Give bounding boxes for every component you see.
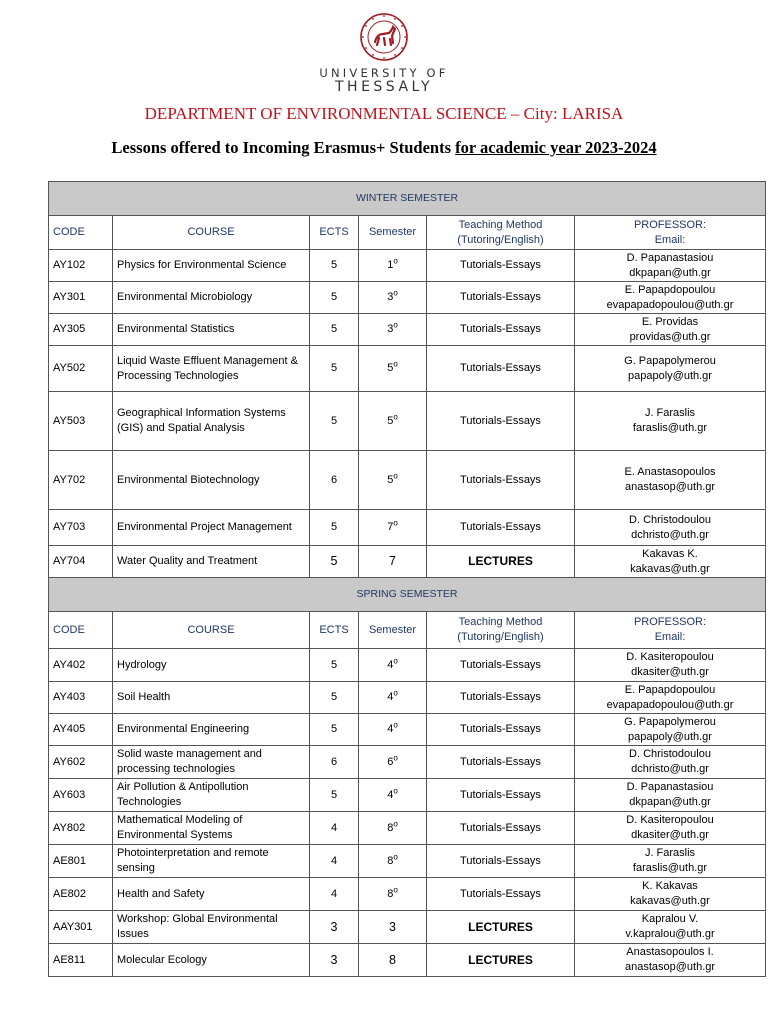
professor-email: faraslis@uth.gr — [632, 862, 708, 874]
professor-email: papapoly@uth.gr — [628, 730, 712, 743]
professor-cell — [575, 392, 766, 451]
course-name: Environmental Statistics — [113, 314, 310, 346]
course-code: AAY301 — [49, 911, 113, 944]
teaching-method: Tutorials-Essays — [427, 250, 575, 282]
spring-semester-title: SPRING SEMESTER — [49, 578, 766, 612]
semester-ordinal-mark: o — [393, 818, 398, 828]
professor-email: evapapadopoulou@uth.gr — [606, 698, 734, 711]
course-name: Geographical Information Systems (GIS) and Spatial Analysis — [113, 392, 310, 451]
semester-number: 8 — [387, 821, 394, 834]
course-code: AY603 — [49, 779, 113, 812]
course-code: AE801 — [49, 845, 113, 878]
semester-ordinal-mark: o — [393, 320, 398, 330]
course-ects: 5 — [310, 779, 359, 812]
professor-cell — [575, 812, 766, 845]
course-name: Environmental Microbiology — [113, 282, 310, 314]
course-ects: 6 — [310, 746, 359, 779]
professor-cell — [575, 451, 766, 510]
course-row — [49, 282, 766, 314]
header-method-line1: Teaching Method — [458, 616, 543, 628]
semester-ordinal-mark: o — [393, 518, 398, 528]
semester-ordinal-mark: o — [393, 851, 398, 861]
teaching-method: Tutorials-Essays — [427, 682, 575, 714]
professor-email: kakavas@uth.gr — [630, 562, 710, 575]
semester-ordinal-mark: o — [393, 884, 398, 894]
course-row — [49, 714, 766, 746]
course-code: AY602 — [49, 746, 113, 779]
course-name: Solid waste management and processing technologies — [113, 746, 310, 779]
university-name-line2: THESSALY — [334, 79, 434, 95]
professor-cell — [575, 282, 766, 314]
semester-number: 3 — [387, 291, 394, 303]
course-ects: 5 — [310, 346, 359, 392]
courses-table — [48, 181, 766, 977]
semester-number: 8 — [389, 952, 396, 967]
course-ects: 3 — [310, 911, 359, 944]
teaching-method: Tutorials-Essays — [427, 314, 575, 346]
course-ects: 5 — [310, 510, 359, 546]
course-semester — [359, 346, 427, 392]
semester-ordinal-mark: o — [393, 359, 398, 369]
professor-cell — [575, 546, 766, 578]
course-code: AY405 — [49, 714, 113, 746]
course-semester — [359, 649, 427, 682]
professor-email: dkpapan@uth.gr — [629, 796, 711, 808]
teaching-method: Tutorials-Essays — [427, 779, 575, 812]
professor-email: dkasiter@uth.gr — [631, 666, 709, 678]
teaching-method: Tutorials-Essays — [427, 451, 575, 510]
professor-cell — [575, 878, 766, 911]
professor-email: papapoly@uth.gr — [628, 369, 712, 382]
header-ects: ECTS — [310, 612, 359, 649]
semester-number: 5 — [387, 414, 394, 427]
semester-number: 8 — [387, 854, 394, 867]
course-semester — [359, 944, 427, 977]
header-prof-line1: PROFESSOR: — [633, 218, 707, 231]
course-row — [49, 682, 766, 714]
course-code: AY403 — [49, 682, 113, 714]
header-code: CODE — [49, 612, 113, 649]
teaching-method: Tutorials-Essays — [427, 510, 575, 546]
course-row — [49, 451, 766, 510]
course-ects: 5 — [310, 714, 359, 746]
spring-semester-section — [49, 578, 766, 977]
professor-name: K. Kakavas — [642, 880, 698, 892]
professor-name: Kapralou V. — [641, 913, 699, 925]
professor-name: Anastasopoulos I. — [626, 946, 714, 958]
professor-cell — [575, 346, 766, 392]
professor-name: D. Kasiteropoulou — [626, 651, 714, 663]
course-code: AY503 — [49, 392, 113, 451]
winter-semester-title: WINTER SEMESTER — [49, 182, 766, 216]
professor-name: E. Papapdopoulou — [624, 683, 716, 696]
professor-email: v.kapralou@uth.gr — [625, 928, 715, 940]
course-ects: 5 — [310, 392, 359, 451]
semester-number: 4 — [387, 658, 394, 671]
course-code: AY704 — [49, 546, 113, 578]
course-row — [49, 392, 766, 451]
header-method-line2: (Tutoring/English) — [457, 631, 544, 643]
professor-cell — [575, 510, 766, 546]
course-semester — [359, 546, 427, 578]
semester-ordinal-mark: o — [393, 470, 398, 480]
course-name: Environmental Engineering — [113, 714, 310, 746]
header-course: COURSE — [113, 612, 310, 649]
teaching-method: LECTURES — [427, 944, 575, 977]
professor-name: J. Faraslis — [644, 847, 696, 859]
course-row — [49, 510, 766, 546]
course-row — [49, 845, 766, 878]
professor-cell — [575, 746, 766, 779]
course-code: AY402 — [49, 649, 113, 682]
professor-name: D. Papanastasiou — [626, 781, 714, 793]
course-semester — [359, 746, 427, 779]
course-semester — [359, 911, 427, 944]
course-code: AY702 — [49, 451, 113, 510]
semester-ordinal-mark: o — [393, 688, 398, 698]
teaching-method: Tutorials-Essays — [427, 282, 575, 314]
course-code: AY102 — [49, 250, 113, 282]
semester-ordinal-mark: o — [393, 752, 398, 762]
course-semester — [359, 682, 427, 714]
course-semester — [359, 779, 427, 812]
course-ects: 5 — [310, 250, 359, 282]
professor-cell — [575, 911, 766, 944]
course-code: AE802 — [49, 878, 113, 911]
course-semester — [359, 845, 427, 878]
header-prof-line1: PROFESSOR: — [633, 616, 707, 628]
course-semester — [359, 250, 427, 282]
course-code: AY703 — [49, 510, 113, 546]
teaching-method: Tutorials-Essays — [427, 845, 575, 878]
course-ects: 4 — [310, 812, 359, 845]
course-row — [49, 546, 766, 578]
course-row — [49, 649, 766, 682]
header-prof-line2: Email: — [654, 631, 686, 643]
header-method-line1: Teaching Method — [458, 218, 543, 231]
semester-number: 7 — [387, 521, 394, 533]
course-code: AY502 — [49, 346, 113, 392]
course-code: AY305 — [49, 314, 113, 346]
header-teaching-method — [427, 216, 575, 250]
professor-name: D. Christodoulou — [629, 748, 711, 760]
semester-number: 6 — [387, 755, 394, 768]
course-semester — [359, 282, 427, 314]
semester-number: 5 — [387, 473, 394, 486]
semester-number: 4 — [387, 788, 394, 801]
subtitle-prefix: Lessons offered to Incoming Erasmus+ Students — [111, 138, 456, 157]
professor-email: dchristo@uth.gr — [631, 763, 709, 775]
header-semester: Semester — [359, 612, 427, 649]
professor-cell — [575, 944, 766, 977]
course-semester — [359, 812, 427, 845]
professor-cell — [575, 682, 766, 714]
professor-email: providas@uth.gr — [629, 330, 711, 343]
professor-name: D. Kasiteropoulou — [626, 814, 714, 826]
professor-cell — [575, 649, 766, 682]
course-code: AY802 — [49, 812, 113, 845]
semester-number: 3 — [387, 323, 394, 335]
professor-name: D. Christodoulou — [629, 513, 711, 526]
professor-email: dchristo@uth.gr — [631, 528, 709, 541]
course-ects: 4 — [310, 845, 359, 878]
teaching-method: Tutorials-Essays — [427, 346, 575, 392]
semester-number: 1 — [387, 259, 394, 271]
course-name: Physics for Environmental Science — [113, 250, 310, 282]
course-name: Environmental Project Management — [113, 510, 310, 546]
header-professor — [575, 612, 766, 649]
header-teaching-method — [427, 612, 575, 649]
course-row — [49, 779, 766, 812]
course-ects: 5 — [310, 649, 359, 682]
course-ects: 6 — [310, 451, 359, 510]
course-semester — [359, 392, 427, 451]
header-semester: Semester — [359, 216, 427, 250]
course-row — [49, 314, 766, 346]
semester-ordinal-mark: o — [393, 655, 398, 665]
professor-cell — [575, 779, 766, 812]
teaching-method: LECTURES — [427, 546, 575, 578]
semester-ordinal-mark: o — [393, 288, 398, 298]
professor-email: dkpapan@uth.gr — [629, 266, 711, 279]
course-row — [49, 878, 766, 911]
university-logo — [0, 12, 768, 95]
teaching-method: Tutorials-Essays — [427, 746, 575, 779]
professor-name: Kakavas K. — [642, 547, 698, 560]
semester-number: 5 — [387, 362, 394, 374]
course-row — [49, 911, 766, 944]
course-row — [49, 812, 766, 845]
professor-name: E. Anastasopoulos — [624, 466, 716, 478]
semester-number: 3 — [389, 919, 396, 934]
course-semester — [359, 510, 427, 546]
course-ects: 5 — [310, 546, 359, 578]
semester-number: 7 — [389, 554, 396, 568]
course-name: Liquid Waste Effluent Management & Processing Technologies — [113, 346, 310, 392]
course-semester — [359, 314, 427, 346]
header-professor — [575, 216, 766, 250]
header-course: COURSE — [113, 216, 310, 250]
course-semester — [359, 714, 427, 746]
course-name: Workshop: Global Environmental Issues — [113, 911, 310, 944]
course-code: AE811 — [49, 944, 113, 977]
course-name: Photointerpretation and remote sensing — [113, 845, 310, 878]
professor-email: evapapadopoulou@uth.gr — [606, 298, 734, 311]
course-row — [49, 346, 766, 392]
course-name: Mathematical Modeling of Environmental Systems — [113, 812, 310, 845]
professor-name: E. Providas — [641, 315, 699, 328]
teaching-method: Tutorials-Essays — [427, 878, 575, 911]
header-prof-line2: Email: — [654, 233, 686, 246]
university-seal-icon — [359, 12, 409, 62]
header-ects: ECTS — [310, 216, 359, 250]
semester-ordinal-mark: o — [393, 785, 398, 795]
course-ects: 5 — [310, 682, 359, 714]
professor-email: anastasop@uth.gr — [624, 481, 716, 493]
teaching-method: Tutorials-Essays — [427, 812, 575, 845]
professor-cell — [575, 250, 766, 282]
course-row — [49, 746, 766, 779]
winter-semester-section — [49, 182, 766, 578]
course-semester — [359, 451, 427, 510]
department-title: DEPARTMENT OF ENVIRONMENTAL SCIENCE – City: LARISA — [144, 104, 624, 123]
course-name: Environmental Biotechnology — [113, 451, 310, 510]
professor-email: faraslis@uth.gr — [632, 422, 708, 434]
semester-number: 4 — [387, 723, 394, 735]
course-ects: 3 — [310, 944, 359, 977]
course-code: AY301 — [49, 282, 113, 314]
teaching-method: LECTURES — [427, 911, 575, 944]
course-name: Hydrology — [113, 649, 310, 682]
course-name: Molecular Ecology — [113, 944, 310, 977]
professor-name: J. Faraslis — [644, 407, 696, 419]
professor-email: dkasiter@uth.gr — [631, 829, 709, 841]
semester-ordinal-mark: o — [393, 256, 398, 266]
course-ects: 4 — [310, 878, 359, 911]
professor-name: G. Papapolymerou — [624, 354, 716, 367]
professor-email: anastasop@uth.gr — [624, 961, 716, 973]
course-semester — [359, 878, 427, 911]
teaching-method: Tutorials-Essays — [427, 714, 575, 746]
semester-number: 8 — [387, 887, 394, 900]
professor-name: D. Papanastasiou — [626, 251, 714, 264]
semester-number: 4 — [387, 691, 394, 703]
professor-cell — [575, 714, 766, 746]
course-name: Soil Health — [113, 682, 310, 714]
course-name: Water Quality and Treatment — [113, 546, 310, 578]
course-ects: 5 — [310, 314, 359, 346]
course-name: Health and Safety — [113, 878, 310, 911]
teaching-method: Tutorials-Essays — [427, 649, 575, 682]
university-name-line1: UNIVERSITY OF — [319, 66, 449, 80]
professor-cell — [575, 314, 766, 346]
course-row — [49, 250, 766, 282]
semester-ordinal-mark: o — [393, 720, 398, 730]
professor-name: G. Papapolymerou — [624, 715, 716, 728]
header-method-line2: (Tutoring/English) — [457, 233, 544, 246]
course-name: Air Pollution & Antipollution Technologies — [113, 779, 310, 812]
professor-email: kakavas@uth.gr — [630, 895, 710, 907]
academic-year: for academic year 2023-2024 — [455, 138, 657, 157]
course-ects: 5 — [310, 282, 359, 314]
page-subtitle — [0, 138, 768, 158]
course-row — [49, 944, 766, 977]
professor-cell — [575, 845, 766, 878]
header-code: CODE — [49, 216, 113, 250]
teaching-method: Tutorials-Essays — [427, 392, 575, 451]
professor-name: E. Papapdopoulou — [624, 283, 716, 296]
semester-ordinal-mark: o — [393, 411, 398, 421]
